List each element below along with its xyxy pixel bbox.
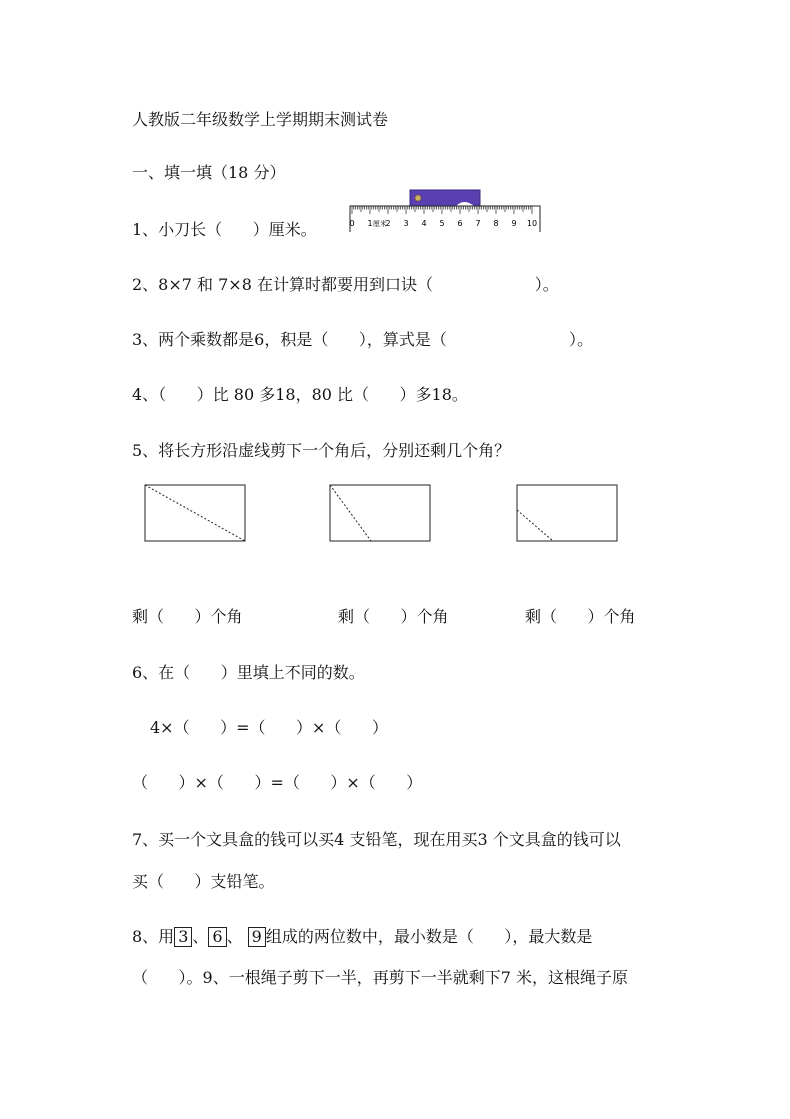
question-8-suffix: 组成的两位数中，最小数是（ ），最大数是	[265, 927, 593, 946]
question-8-prefix: 8、用	[132, 927, 175, 946]
ruler-label: 10	[526, 219, 538, 228]
digit-card-6: 6	[208, 927, 226, 947]
ruler-label: 2	[385, 219, 391, 228]
knife-icon	[410, 190, 480, 206]
rectangle-2	[330, 485, 430, 541]
ruler-label: 9	[511, 219, 517, 228]
ruler-label: 1	[367, 219, 373, 228]
answer-rect-1: 剩（ ）个角	[132, 607, 243, 626]
separator: 、	[226, 927, 248, 946]
ruler-label: 8	[493, 219, 499, 228]
ruler-label: 4	[421, 219, 427, 228]
ruler-icon	[349, 206, 540, 232]
ruler-unit-label: 厘米	[372, 220, 387, 228]
rectangle-1	[145, 485, 245, 541]
question-5: 5、将长方形沿虚线剪下一个角后，分别还剩几个角？	[132, 441, 511, 460]
question-8-9-continuation: （ ）。9、一根绳子剪下一半，再剪下一半就剩下7 米，这根绳子原	[132, 968, 628, 987]
question-8	[132, 927, 592, 947]
question-4: 4、（ ）比 80 多18，80 比（ ）多18。	[132, 385, 468, 404]
answer-rect-2: 剩（ ）个角	[338, 607, 449, 626]
question-6: 6、在（ ）里填上不同的数。	[132, 663, 365, 682]
rectangle-3	[517, 485, 617, 541]
section-heading: 一、填一填（18 分）	[132, 163, 286, 182]
question-7-line-2: 买（ ）支铅笔。	[132, 872, 275, 891]
question-3: 3、两个乘数都是6，积是（ ），算式是（ ）。	[132, 330, 593, 349]
question-7-line-1: 7、买一个文具盒的钱可以买4 支铅笔，现在用买3 个文具盒的钱可以	[132, 830, 621, 849]
question-1: 1、小刀长（ ）厘米。	[132, 220, 317, 239]
ruler-label: 6	[457, 219, 463, 228]
question-6-equation-2: （ ）×（ ）=（ ）×（ ）	[132, 773, 423, 792]
separator: 、	[192, 927, 209, 946]
question-2: 2、8×7 和 7×8 在计算时都要用到口诀（ ）。	[132, 275, 559, 294]
ruler-label: 5	[439, 219, 445, 228]
page-title: 人教版二年级数学上学期期末测试卷	[132, 110, 389, 129]
digit-card-9: 9	[248, 927, 266, 947]
answer-rect-3: 剩（ ）个角	[525, 607, 636, 626]
ruler-label: 7	[475, 219, 481, 228]
digit-card-3: 3	[174, 927, 192, 947]
question-6-equation-1: 4×（ ）=（ ）×（ ）	[150, 718, 388, 737]
ruler-frame	[350, 206, 540, 232]
ruler-label: 0	[349, 219, 355, 228]
ruler-label: 3	[403, 219, 409, 228]
